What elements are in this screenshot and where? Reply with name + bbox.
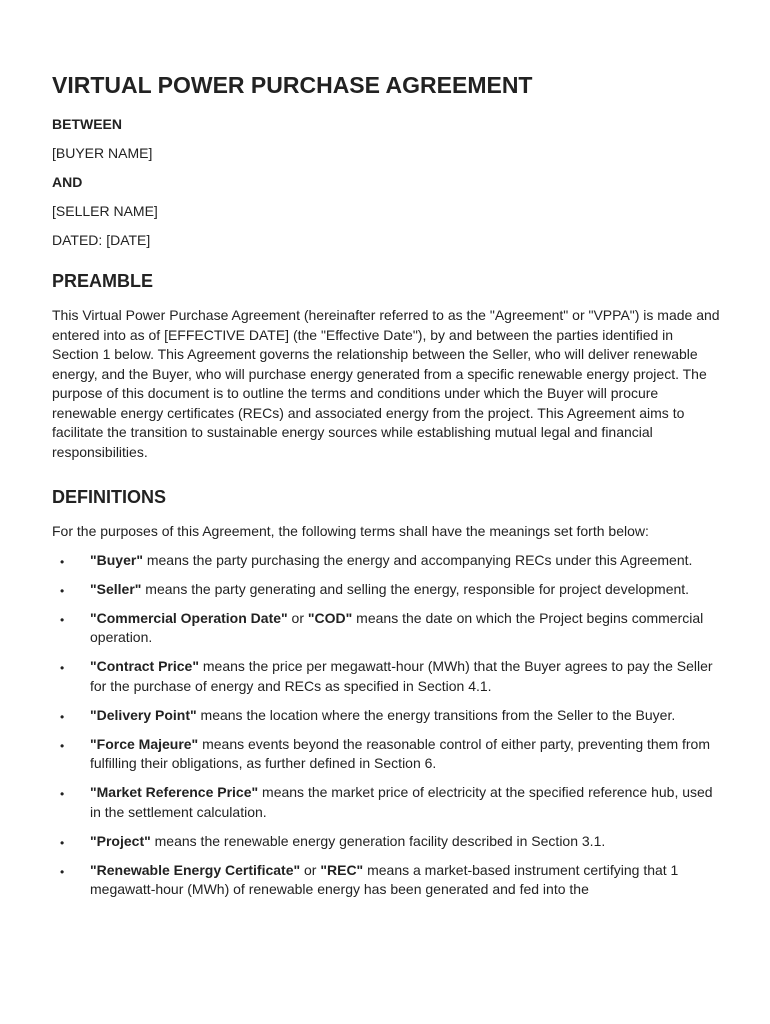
term-connector: or: [300, 861, 321, 878]
bullet-icon: •: [60, 709, 65, 724]
definition-text: means the price per megawatt-hour (MWh) that the Buyer agrees to pay the Seller for the purchase of energy and RECs as specified in Section 4.1.: [90, 658, 713, 694]
defined-term: "Commercial Operation Date": [90, 609, 288, 626]
definitions-list: [52, 551, 722, 900]
definition-text: means the renewable energy generation facility described in Section 3.1.: [150, 832, 606, 849]
bullet-icon: •: [60, 864, 65, 879]
term-connector: or: [287, 609, 308, 626]
definition-text: means a market-based instrument certifying that 1 megawatt-hour (MWh) of renewable energy has been generated and fed into the: [90, 861, 679, 897]
definition-text: means the party purchasing the energy and accompanying RECs under this Agreement.: [142, 551, 693, 568]
list-item: [52, 657, 722, 696]
list-item: [52, 832, 722, 852]
defined-term: "Renewable Energy Certificate": [90, 861, 301, 878]
definition-text: means the location where the energy transitions from the Seller to the Buyer.: [196, 706, 676, 723]
list-item: [52, 706, 722, 726]
list-item: [52, 580, 722, 600]
seller-name: [SELLER NAME]: [52, 203, 158, 219]
defined-term: "Market Reference Price": [90, 784, 259, 800]
preamble-text: This Virtual Power Purchase Agreement (hereinafter referred to as the "Agreement" or "VPPA") is made and entered into as of [EFFECTIVE DATE] (the "Effective Date"), by and between the parties identified in Section 1 below. This Agreement governs the relationship between the Seller, who will deliver renewable energy, and the Buyer, who will purchase energy generated from a specific renewable energy project. The purpose of this document is to outline the terms and conditions under which the Buyer will procure renewable energy certificates (RECs) and associated energy from the project. This Agreement aims to facilitate the transition to sustainable energy sources while establishing mutual legal and financial responsibilities.: [52, 307, 720, 460]
and-label: AND: [52, 174, 83, 190]
document-page: [52, 70, 722, 909]
defined-term: "Contract Price": [90, 658, 199, 674]
list-item: [52, 551, 722, 571]
definition-text: means the date on which the Project begins commercial operation.: [90, 609, 704, 645]
defined-term: "Seller": [90, 580, 142, 597]
defined-term: "Force Majeure": [90, 735, 199, 752]
dated-line: DATED: [DATE]: [52, 232, 151, 248]
preamble-heading: PREAMBLE: [52, 271, 154, 291]
defined-term: "Buyer": [90, 551, 143, 568]
definitions-intro: For the purposes of this Agreement, the following terms shall have the meanings set forth below:: [52, 523, 649, 539]
definitions-heading: DEFINITIONS: [52, 487, 167, 507]
list-item: [52, 783, 722, 822]
bullet-icon: •: [60, 661, 65, 675]
defined-term: "Delivery Point": [90, 706, 197, 723]
bullet-icon: •: [60, 554, 65, 569]
definition-text: means the market price of electricity at the specified reference hub, used in the settlement calculation.: [90, 784, 713, 820]
list-item: [52, 735, 722, 774]
definition-text: means events beyond the reasonable control of either party, preventing them from fulfilling their obligations, as further defined in Section 6.: [90, 735, 711, 771]
buyer-name: [BUYER NAME]: [52, 145, 153, 161]
defined-term-alias: "COD": [307, 609, 353, 626]
list-item: [52, 609, 722, 648]
bullet-icon: •: [60, 835, 65, 850]
list-item: [52, 861, 722, 900]
document-title: VIRTUAL POWER PURCHASE AGREEMENT: [52, 72, 533, 98]
bullet-icon: •: [60, 738, 65, 753]
bullet-icon: •: [60, 787, 65, 801]
between-label: BETWEEN: [52, 116, 122, 132]
bullet-icon: •: [60, 612, 65, 627]
defined-term-alias: "REC": [320, 861, 364, 878]
definition-text: means the party generating and selling the energy, responsible for project development.: [141, 580, 690, 597]
bullet-icon: •: [60, 583, 65, 598]
defined-term: "Project": [90, 832, 151, 849]
